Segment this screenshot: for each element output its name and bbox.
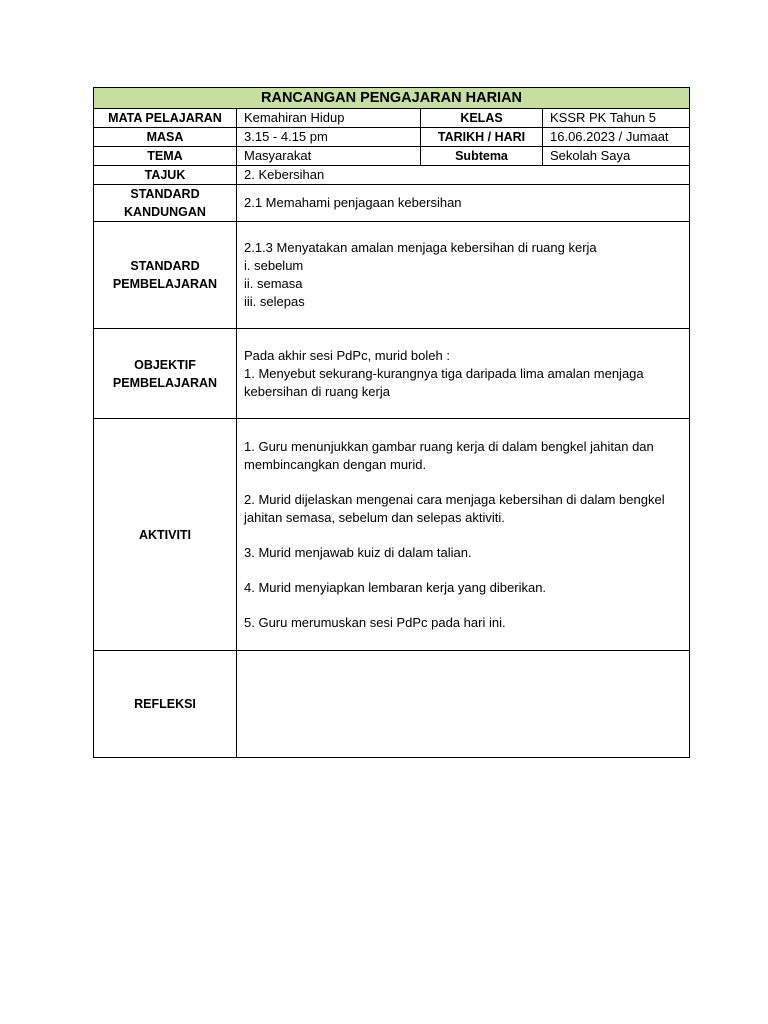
aktiviti-item: 4. Murid menyiapkan lembaran kerja yang diberikan.	[244, 579, 547, 595]
tarikh-label: TARIKH / HARI	[421, 128, 543, 147]
sp-line: iii. selepas	[244, 294, 305, 309]
mata-pelajaran-label: MATA PELAJARAN	[94, 109, 237, 128]
kelas-label: KELAS	[421, 109, 543, 128]
subtema-value: Sekolah Saya	[543, 147, 690, 166]
objektif-line: 1. Menyebut sekurang-kurangnya tiga daripada lima amalan menjaga kebersihan di ruang kerja	[244, 365, 644, 399]
standard-kandungan-label: STANDARD KANDUNGAN	[94, 185, 237, 222]
objektif-label: OBJEKTIF PEMBELAJARAN	[94, 329, 237, 419]
refleksi-label: REFLEKSI	[94, 651, 237, 758]
tajuk-value: 2. Kebersihan	[237, 166, 690, 185]
kelas-value: KSSR PK Tahun 5	[543, 109, 690, 128]
masa-value: 3.15 - 4.15 pm	[237, 128, 421, 147]
standard-kandungan-value: 2.1 Memahami penjagaan kebersihan	[237, 185, 690, 222]
mata-pelajaran-value: Kemahiran Hidup	[237, 109, 421, 128]
objektif-value	[237, 329, 690, 419]
rph-table	[93, 87, 690, 758]
refleksi-value	[237, 651, 690, 758]
aktiviti-item: 5. Guru merumuskan sesi PdPc pada hari ini.	[244, 614, 506, 630]
tema-value: Masyarakat	[237, 147, 421, 166]
aktiviti-label: AKTIVITI	[94, 419, 237, 651]
aktiviti-value	[237, 419, 690, 651]
tema-label: TEMA	[94, 147, 237, 166]
sp-line: 2.1.3 Menyatakan amalan menjaga kebersihan di ruang kerja	[244, 240, 597, 255]
masa-label: MASA	[94, 128, 237, 147]
sp-line: ii. semasa	[244, 276, 303, 291]
aktiviti-item: 1. Guru menunjukkan gambar ruang kerja di dalam bengkel jahitan dan membincangkan dengan murid.	[244, 438, 654, 472]
objektif-line: Pada akhir sesi PdPc, murid boleh :	[244, 347, 450, 363]
sp-line: i. sebelum	[244, 258, 304, 273]
tajuk-label: TAJUK	[94, 166, 237, 185]
table-title: RANCANGAN PENGAJARAN HARIAN	[94, 88, 690, 109]
aktiviti-item: 3. Murid menjawab kuiz di dalam talian.	[244, 544, 472, 560]
standard-pembelajaran-label: STANDARD PEMBELAJARAN	[94, 222, 237, 329]
standard-pembelajaran-value	[237, 222, 690, 329]
tarikh-value: 16.06.2023 / Jumaat	[543, 128, 690, 147]
aktiviti-item: 2. Murid dijelaskan mengenai cara menjaga kebersihan di dalam bengkel jahitan semasa, sebelum dan selepas aktiviti.	[244, 491, 665, 525]
subtema-label: Subtema	[421, 147, 543, 166]
